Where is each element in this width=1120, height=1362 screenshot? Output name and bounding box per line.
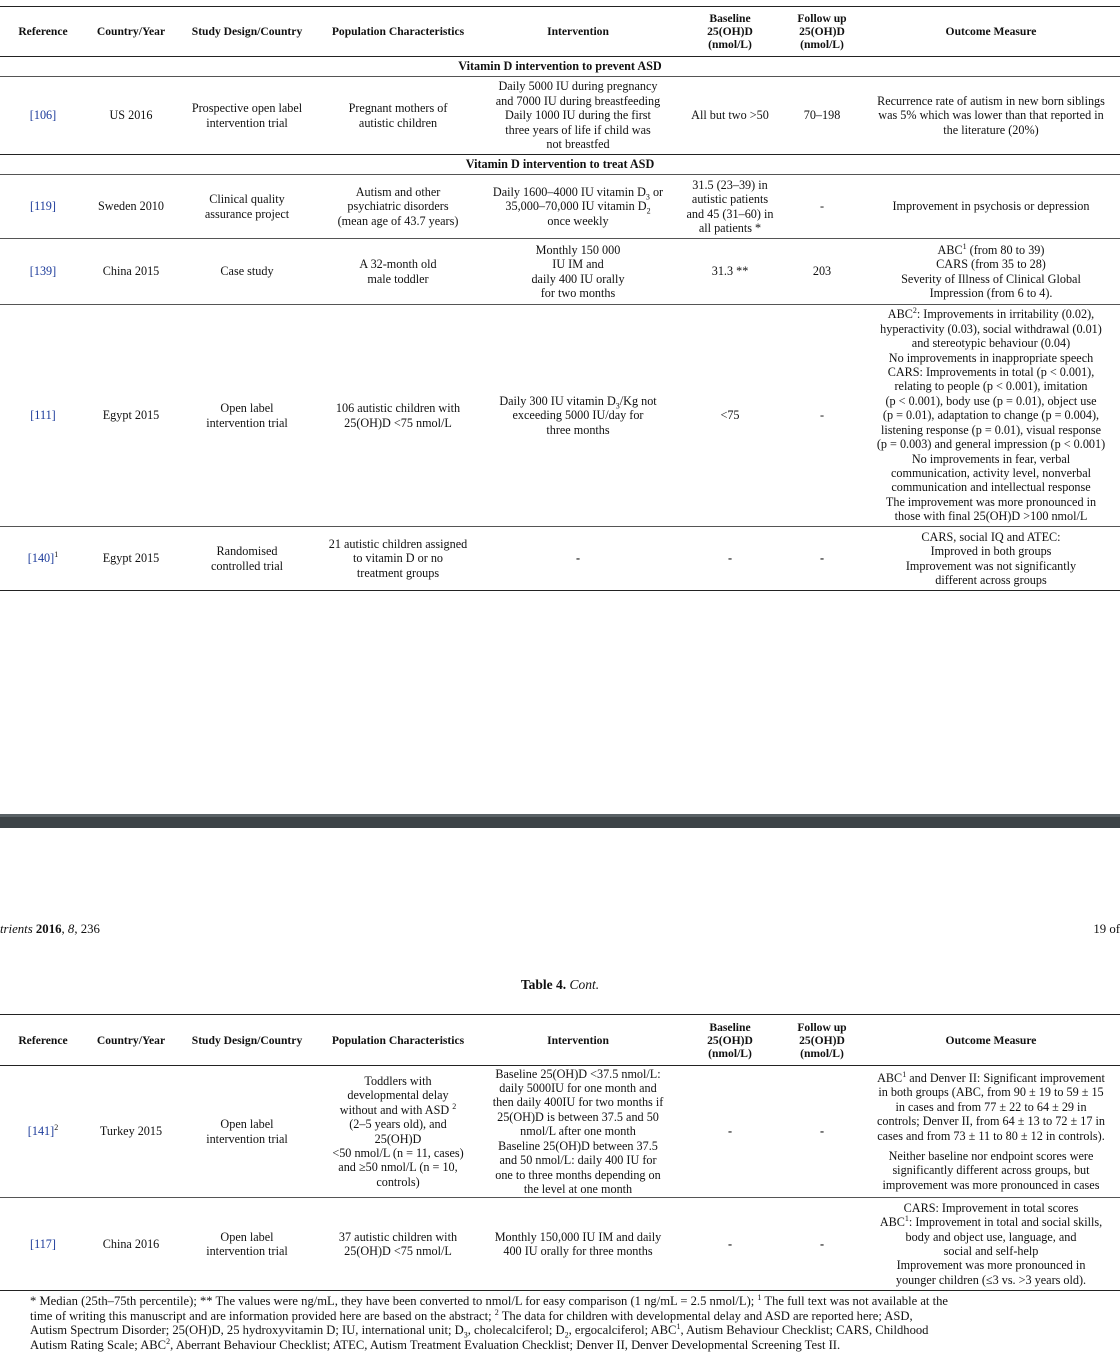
reference-link[interactable]: [106]	[29, 108, 57, 123]
table-row: [106] US 2016 Prospective open label intervention trial Pregnant mothers of autistic children Daily 5000 IU during pregnancy and 7000 IU during breastfeeding Daily 1000 IU during the first three years of life if child was not breastfed All but two >50 70–198 Recurrence rate of autism in new born siblings was 5% which was lower than that reported in the literature (20%)	[0, 77, 1120, 155]
col-study-design: Study Design/Country	[191, 1033, 303, 1047]
col-reference: Reference	[18, 25, 68, 38]
section-row-treat	[0, 155, 1120, 175]
table-footnote: * Median (25th–75th percentile); ** The values were ng/mL, they have been converted to nmol/L for easy comparison (1 ng/mL = 2.5 nmol/L); $^1$ The full text was not available at the time of writing this manuscript and are information provided here are based on the abstract; $^2$ The data for children with developmental delay and ASD are reported here; ASD, Autism Spectrum Disorder; 25(OH)D, 25 hydroxyvitamin D; IU, international unit; $D_3$, cholecalciferol; $D_2$, ergocalciferol; ABC$^1$, Autism Behaviour Checklist; CARS, Childhood Autism Rating Scale; ABC$^2$, Aberrant Behaviour Checklist; ATEC, Autism Treatment Evaluation Checklist; Denver II, Denver Developmental Screening Test II.	[30, 1292, 948, 1352]
table-bottom	[0, 1014, 1120, 1291]
col-baseline: Baseline 25(OH)D (nmol/L)	[707, 12, 753, 51]
section-title: Vitamin D intervention to prevent ASD	[0, 57, 1120, 77]
table-top	[0, 6, 1120, 591]
section-row-prevent	[0, 57, 1120, 77]
col-followup: Follow up 25(OH)D (nmol/L)	[797, 12, 847, 51]
col-followup: Follow up 25(OH)D (nmol/L)	[797, 1020, 847, 1060]
col-country-year: Country/Year	[96, 1033, 166, 1047]
col-reference: Reference	[18, 1033, 68, 1047]
col-population: Population Characteristics	[331, 1033, 465, 1047]
header-row	[0, 1015, 1120, 1066]
col-outcome: Outcome Measure	[945, 25, 1037, 38]
col-intervention: Intervention	[547, 25, 609, 38]
col-study-design: Study Design/Country	[191, 25, 303, 38]
reference-link[interactable]: [111]	[30, 408, 56, 423]
reference-link[interactable]: [119]	[30, 199, 56, 214]
reference-link[interactable]: [140]	[27, 551, 55, 566]
running-head-right: 19 of	[1093, 922, 1120, 936]
table-row: $[140]^1$ Egypt 2015 Randomised controlled trial 21 autistic children assigned to vitamin D or no treatment groups - - - CARS, social IQ and ATEC: Improved in both groups Improvement was not significantly different across groups	[0, 527, 1120, 591]
table-row: $[141]^2$ Turkey 2015 Open label intervention trial Toddlers with developmental delay without and with ASD $^2$ (2–5 years old), and 25(OH)D <50 nmol/L (n = 11, cases) and ≥50 nmol/L (n = 10, controls) Baseline 25(OH)D <37.5 nmol/L: daily 5000IU for one month and then daily 400IU for two months if 25(OH)D is between 37.5 and 50 nmol/L after one month Baseline 25(OH)D between 37.5 and 50 nmol/L: daily 400 IU for one to three months depending on the level at one month - - ABC$^1$ and Denver II: Significant improvement in both groups (ABC, from 90 ± 19 to 59 ± 15 in cases and from 77 ± 22 to 64 ± 29 in controls; Denver II, from 64 ± 13 to 72 ± 17 in cases and from 73 ± 11 to 80 ± 12 in controls). Neither baseline nor endpoint scores were significantly different across groups, but improvement was more pronounced in cases	[0, 1066, 1120, 1198]
col-outcome: Outcome Measure	[945, 1033, 1037, 1047]
col-baseline: Baseline 25(OH)D (nmol/L)	[707, 1020, 753, 1060]
reference-link[interactable]: [139]	[29, 264, 57, 279]
table-row: [119] Sweden 2010 Clinical quality assurance project Autism and other psychiatric disorders (mean age of 43.7 years) Daily 1600–4000 IU vitamin $D_3$ or 35,000–70,000 IU vitamin $D_2$ once weekly 31.5 (23–39) in autistic patients and 45 (31–60) in all patients * - Improvement in psychosis or depression	[0, 175, 1120, 239]
reference-link[interactable]: [117]	[30, 1236, 56, 1251]
table-row: [111] Egypt 2015 Open label intervention trial 106 autistic children with 25(OH)D <75 nmol/L Daily 300 IU vitamin $D_3/Kg$ not exceeding 5000 IU/day for three months <75 - ABC$^2$: Improvements in irritability (0.02), hyperactivity (0.03), social withdrawal (0.01) and stereotypic behaviour (0.04) No improvements in inappropriate speech CARS: Improvements in total (p < 0.001), relating to people (p < 0.001), imitation (p < 0.001), body use (p = 0.01), object use (p = 0.01), adaptation to change (p = 0.004), listening response (p = 0.01), visual response (p = 0.003) and general impression (p < 0.001) No improvements in fear, verbal communication, activity level, nonverbal communication and intellectual response The improvement was more pronounced in those with final 25(OH)D >100 nmol/L	[0, 305, 1120, 527]
table-caption: Table 4. Cont.	[520, 977, 600, 992]
section-title: Vitamin D intervention to treat ASD	[0, 155, 1120, 175]
col-population: Population Characteristics	[331, 25, 465, 38]
header-row	[0, 7, 1120, 57]
data-table-bottom	[0, 1014, 1120, 1291]
running-head-left: trients 2016, 8, 236	[0, 922, 100, 936]
col-intervention: Intervention	[547, 1033, 609, 1047]
reference-link[interactable]: [141]	[27, 1124, 55, 1139]
page-break-divider	[0, 814, 1120, 828]
table-row: [117] China 2016 Open label intervention trial 37 autistic children with 25(OH)D <75 nmol/L Monthly 150,000 IU IM and daily 400 IU orally for three months - - CARS: Improvement in total scores ABC$^1$: Improvement in total and social skills, body and object use, language, and social and self-help Improvement was more pronounced in younger children (≤3 vs. >3 years old).	[0, 1198, 1120, 1291]
data-table-top	[0, 6, 1120, 591]
table-row: [139] China 2015 Case study A 32-month old male toddler Monthly 150 000 IU IM and daily 400 IU orally for two months 31.3 ** 203 ABC$^1$ (from 80 to 39) CARS (from 35 to 28) Severity of Illness of Clinical Global Impression (from 6 to 4).	[0, 239, 1120, 305]
col-country-year: Country/Year	[96, 25, 166, 38]
